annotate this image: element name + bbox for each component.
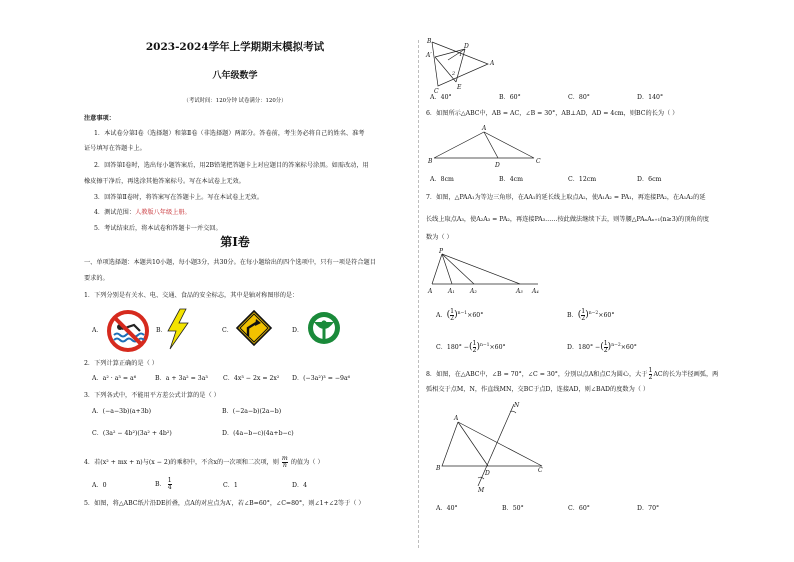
q1-option-d: D．: [292, 327, 304, 334]
q3-option-d: D．(4a−b−c)(4a+b−c): [222, 430, 294, 437]
q8-label-m: M: [478, 487, 485, 494]
exam-title: 2023-2024学年上学期期末模拟考试: [145, 41, 325, 53]
section-intro-a: 一、单项选择题：本题共10小题，每小题3分，共30分。在每小题给出的四个选项中，只有一项是符合题目: [84, 259, 376, 266]
q6-label-c: C: [536, 158, 541, 165]
q2-option-a: A．a² · a³ = a⁶: [92, 375, 137, 382]
note-2a: 2．回答第Ⅰ卷时，选出每小题答案后，用2B铅笔把答题卡上对应题目的答案标号涂黑。如需改动，用: [94, 162, 369, 169]
q5-figure: [426, 38, 496, 95]
q8-label-a: A: [454, 415, 459, 422]
q5-option-b: B．60°: [499, 94, 521, 101]
q2-option-c: C．4x³ − 2x = 2x²: [223, 375, 280, 382]
note-1b: 证号填写在答题卡上。: [84, 145, 146, 152]
note-5: 5．考试结束后，将本试卷和答题卡一并交回。: [94, 225, 222, 232]
q7-option-b: B．( $\frac{1}{2}$ )$^{n-2}$×60°: [567, 308, 615, 322]
q6-label-d: D: [495, 162, 500, 169]
q8-option-d: D．70°: [637, 505, 660, 512]
q5-label-a: A: [490, 60, 495, 67]
exam-subtitle: 八年级数学: [212, 71, 258, 81]
q1-stem: 1．下列分别是有关水、电、交通、食品的安全标志，其中是轴对称图形的是：: [84, 292, 299, 299]
q7-option-d: D．180° −( $\frac{1}{2}$ )$^{n-2}$×60°: [567, 340, 637, 354]
q7-figure: [428, 246, 544, 296]
q6-option-b: B．4cm: [499, 176, 524, 183]
q6-figure: [428, 124, 548, 168]
q7-stem-c: 数为（ ）: [426, 234, 453, 241]
q2-stem: 2．下列计算正确的是（ ）: [84, 360, 158, 367]
q5-label-e: E: [457, 84, 462, 91]
note-1a: 1．本试卷分第Ⅰ卷（选择题）和第Ⅱ卷（非选择题）两部分。答卷前，考生务必将自己的姓名、准考: [94, 130, 365, 137]
q5-label-a-prime: A′: [426, 52, 432, 59]
q5-label-2: 2: [452, 71, 456, 77]
q6-option-c: C．12cm: [568, 176, 597, 183]
q8-stem-b: 弧相交于点M，N，作直线MN，交BC于点D，连接AD，则∠BAD的度数为（ ）: [426, 386, 650, 393]
no-swimming-sign-icon: [106, 309, 150, 353]
q1-option-b: B．: [156, 327, 167, 334]
q4-option-b: B． $\frac{1}{4}$: [155, 477, 172, 491]
q5-stem: 5．如图，将△ABC纸片沿DE折叠，点A的对应点为A′，若∠B=60°，∠C=80°，则∠1+∠2等于（ ）: [84, 500, 365, 507]
q8-label-n: N: [514, 402, 520, 409]
q3-option-c: C．(3a² − 4b²)(3a² + 4b²): [92, 430, 172, 437]
q5-label-b: B: [427, 38, 432, 45]
q5-option-c: C．80°: [568, 94, 590, 101]
q8-option-b: B．50°: [502, 505, 524, 512]
notes-heading: 注意事项：: [84, 115, 115, 122]
q3-option-b: B．(−2a−b)(2a−b): [222, 408, 282, 415]
q8-figure: [432, 400, 550, 494]
q7-stem-a: 7．如图，△PAA₁为等边三角形，在AA₁的延长线上取点A₂，使A₁A₂ = PA₁，再连接PA₂，在A₁A₂的延: [426, 194, 706, 201]
q7-option-c: C．180° −( $\frac{1}{2}$ )$^{n-1}$×60°: [436, 340, 506, 354]
note-4-range: 人教版八年级上册。: [135, 209, 191, 216]
q5-option-d: D．140°: [637, 94, 664, 101]
q1-option-c: C．: [222, 327, 233, 334]
q4-option-a: A．0: [92, 482, 107, 489]
q8-label-d: D: [485, 470, 490, 477]
green-food-sign-icon: [306, 310, 342, 346]
q8-option-c: C．60°: [568, 505, 590, 512]
q6-stem: 6．如图所示△ABC中，AB = AC，∠B = 30°，AB⊥AD，AD = 4cm，则BC的长为（ ）: [426, 110, 679, 117]
q8-label-b: B: [436, 465, 441, 472]
q2-option-d: D．(−3a²)³ = −9a⁶: [292, 375, 351, 382]
column-divider: [418, 40, 419, 548]
q5-label-1: 1: [459, 52, 463, 58]
q1-option-a: A．: [92, 327, 103, 334]
q5-label-c: C: [434, 88, 439, 95]
q7-option-a: A．( $\frac{1}{2}$ )$^{n-1}$×60°: [436, 308, 484, 322]
note-2b: 橡皮擦干净后，再选涂其他答案标号。写在本试卷上无效。: [84, 178, 245, 185]
note-4: 4．测试范围：人教版八年级上册。: [94, 209, 191, 216]
q4-stem: 4．若(x² + mx + n)与(x − 2)的乘积中，不含x的一次项和二次项，则 $\frac{m}{n}$ 的值为（ ）: [84, 455, 324, 469]
exam-info: （考试时间：120分钟 试卷满分：120分）: [183, 98, 287, 104]
sharp-turn-sign-icon: [236, 310, 272, 346]
lightning-bolt-icon: [166, 309, 190, 349]
q4-option-c: C．1: [223, 482, 238, 489]
q8-option-a: A．40°: [436, 505, 458, 512]
q7-label-a3: A₃: [516, 288, 523, 295]
q6-label-b: B: [428, 158, 433, 165]
q4-option-d: D．4: [292, 482, 308, 489]
q6-option-a: A．8cm: [430, 176, 454, 183]
q3-option-a: A．(−a−3b)(a+3b): [92, 408, 152, 415]
q8-label-c: C: [538, 467, 543, 474]
q8-stem-a: 8．如图，在△ABC中，∠B = 70°，∠C = 30°，分别以点A和点C为圆心，大于 $\frac{1}{2}$ AC的长为半径画弧，两: [426, 367, 719, 381]
q7-label-a: A: [428, 288, 433, 295]
q5-label-d: D: [464, 43, 469, 50]
q7-stem-b: 长线上取点A₃，使A₂A₃ = PA₂，再连接PA₃……按此做法继续下去，则等腰△PAₙAₙ₊₁(n≥3)的顶角的度: [426, 216, 709, 223]
q6-label-a: A: [482, 125, 487, 132]
q7-label-p: P: [439, 248, 444, 255]
note-3: 3．回答第Ⅱ卷时，将答案写在答题卡上。写在本试卷上无效。: [94, 194, 264, 201]
section-juan: 第Ⅰ卷: [220, 235, 250, 249]
q5-option-a: A．40°: [430, 94, 452, 101]
section-intro-b: 要求的。: [84, 275, 109, 282]
q2-option-b: B．a + 3a² = 3a³: [155, 375, 208, 382]
q3-stem: 3．下列各式中，不能用平方差公式计算的是（ ）: [84, 392, 220, 399]
q6-option-d: D．6cm: [637, 176, 662, 183]
q7-label-a2: A₂: [470, 288, 477, 295]
q7-label-a1: A₁: [448, 288, 455, 295]
q7-label-a4: A₄: [532, 288, 539, 295]
